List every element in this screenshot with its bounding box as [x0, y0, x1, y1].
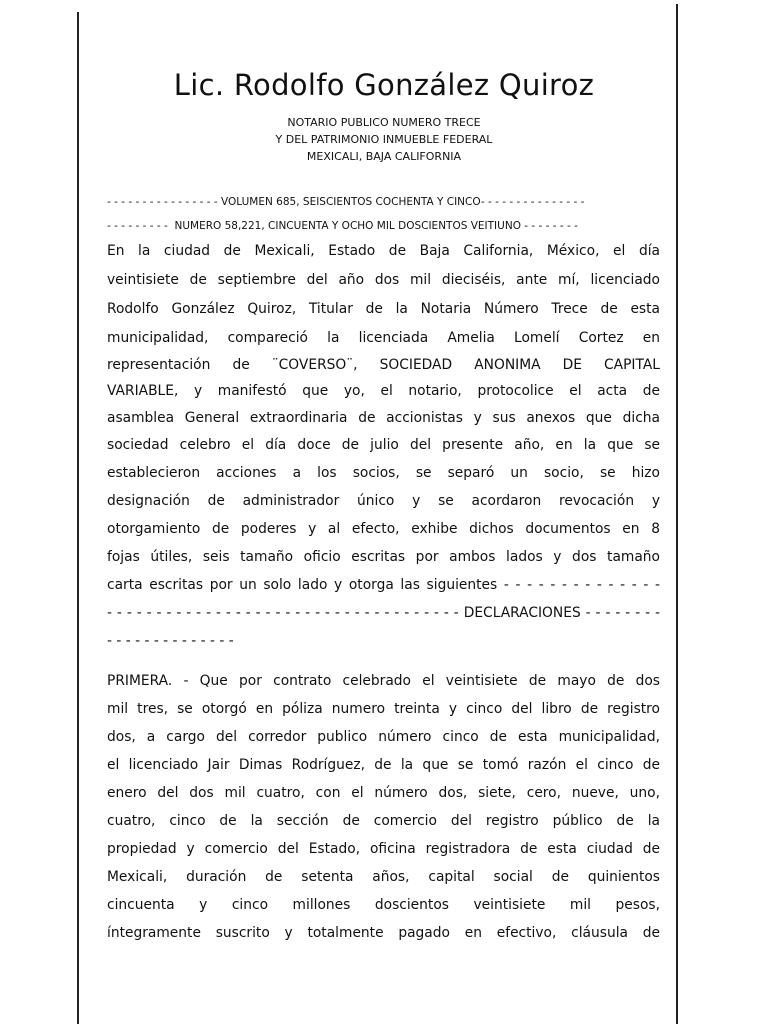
- paragraph-1-line: - - - - - - - - - - - - - -: [107, 633, 234, 649]
- declaraciones-heading: - - - - - - - - - - - - - - - - - - - - - - - - - - - - - - - - - - - - DECLARACIONES - - - - - - - -: [107, 605, 660, 621]
- paragraph-1-line: sociedad celebro el día doce de julio del presente año, en la que se: [107, 437, 660, 453]
- paragraph-1-line: designación de administrador único y se acordaron revocación y: [107, 493, 660, 509]
- paragraph-1-line: carta escritas por un solo lado y otorga las siguientes - - - - - - - - - - - - - -: [107, 577, 660, 593]
- paragraph-2-line: enero del dos mil cuatro, con el número dos, siete, cero, nueve, uno,: [107, 785, 660, 801]
- paragraph-1-line: VARIABLE, y manifestó que yo, el notario, protocolice el acta de: [107, 383, 660, 399]
- notary-subtitle-line-1: NOTARIO PUBLICO NUMERO TRECE: [287, 116, 481, 129]
- paragraph-2-line: mil tres, se otorgó en póliza numero treinta y cinco del libro de registro: [107, 701, 660, 717]
- paragraph-2-line: PRIMERA. - Que por contrato celebrado el veintisiete de mayo de dos: [107, 673, 660, 689]
- paragraph-1-line: Rodolfo González Quiroz, Titular de la Notaria Número Trece de esta: [107, 301, 660, 317]
- paragraph-1-line: representación de ¨COVERSO¨, SOCIEDAD ANONIMA DE CAPITAL: [107, 357, 660, 373]
- notary-name-title: Lic. Rodolfo González Quiroz: [173, 68, 595, 102]
- paragraph-2-line: el licenciado Jair Dimas Rodríguez, de la que se tomó razón el cinco de: [107, 757, 660, 773]
- paragraph-1-line: veintisiete de septiembre del año dos mil dieciséis, ante mí, licenciado: [107, 272, 660, 288]
- paragraph-2-line: propiedad y comercio del Estado, oficina registradora de esta ciudad de: [107, 841, 660, 857]
- volume-line: - - - - - - - - - - - - - - - - VOLUMEN 685, SEISCIENTOS COCHENTA Y CINCO- - - - - - - - - - - - - - -: [107, 196, 585, 208]
- left-margin-rule: [77, 12, 79, 1024]
- paragraph-2-line: íntegramente suscrito y totalmente pagado en efectivo, cláusula de: [107, 925, 660, 941]
- paragraph-2-line: cuatro, cinco de la sección de comercio del registro público de la: [107, 813, 660, 829]
- paragraph-2-line: Mexicali, duración de setenta años, capital social de quinientos: [107, 869, 660, 885]
- paragraph-1-line: establecieron acciones a los socios, se separó un socio, se hizo: [107, 465, 660, 481]
- paragraph-1-line: municipalidad, compareció la licenciada Amelia Lomelí Cortez en: [107, 330, 660, 346]
- number-line: - - - - - - - - - NUMERO 58,221, CINCUENTA Y OCHO MIL DOSCIENTOS VEITIUNO - - - - - - - -: [107, 220, 578, 232]
- notary-subtitle-line-3: MEXICALI, BAJA CALIFORNIA: [306, 150, 462, 163]
- paragraph-1-line: asamblea General extraordinaria de accionistas y sus anexos que dicha: [107, 410, 660, 426]
- paragraph-2-line: dos, a cargo del corredor publico número cinco de esta municipalidad,: [107, 729, 660, 745]
- paragraph-1-line: fojas útiles, seis tamaño oficio escritas por ambos lados y dos tamaño: [107, 549, 660, 565]
- paragraph-1-line: En la ciudad de Mexicali, Estado de Baja California, México, el día: [107, 243, 660, 259]
- notary-subtitle-line-2: Y DEL PATRIMONIO INMUEBLE FEDERAL: [275, 133, 493, 146]
- paragraph-1-line: otorgamiento de poderes y al efecto, exhibe dichos documentos en 8: [107, 521, 660, 537]
- paragraph-2-line: cincuenta y cinco millones doscientos veintisiete mil pesos,: [107, 897, 660, 913]
